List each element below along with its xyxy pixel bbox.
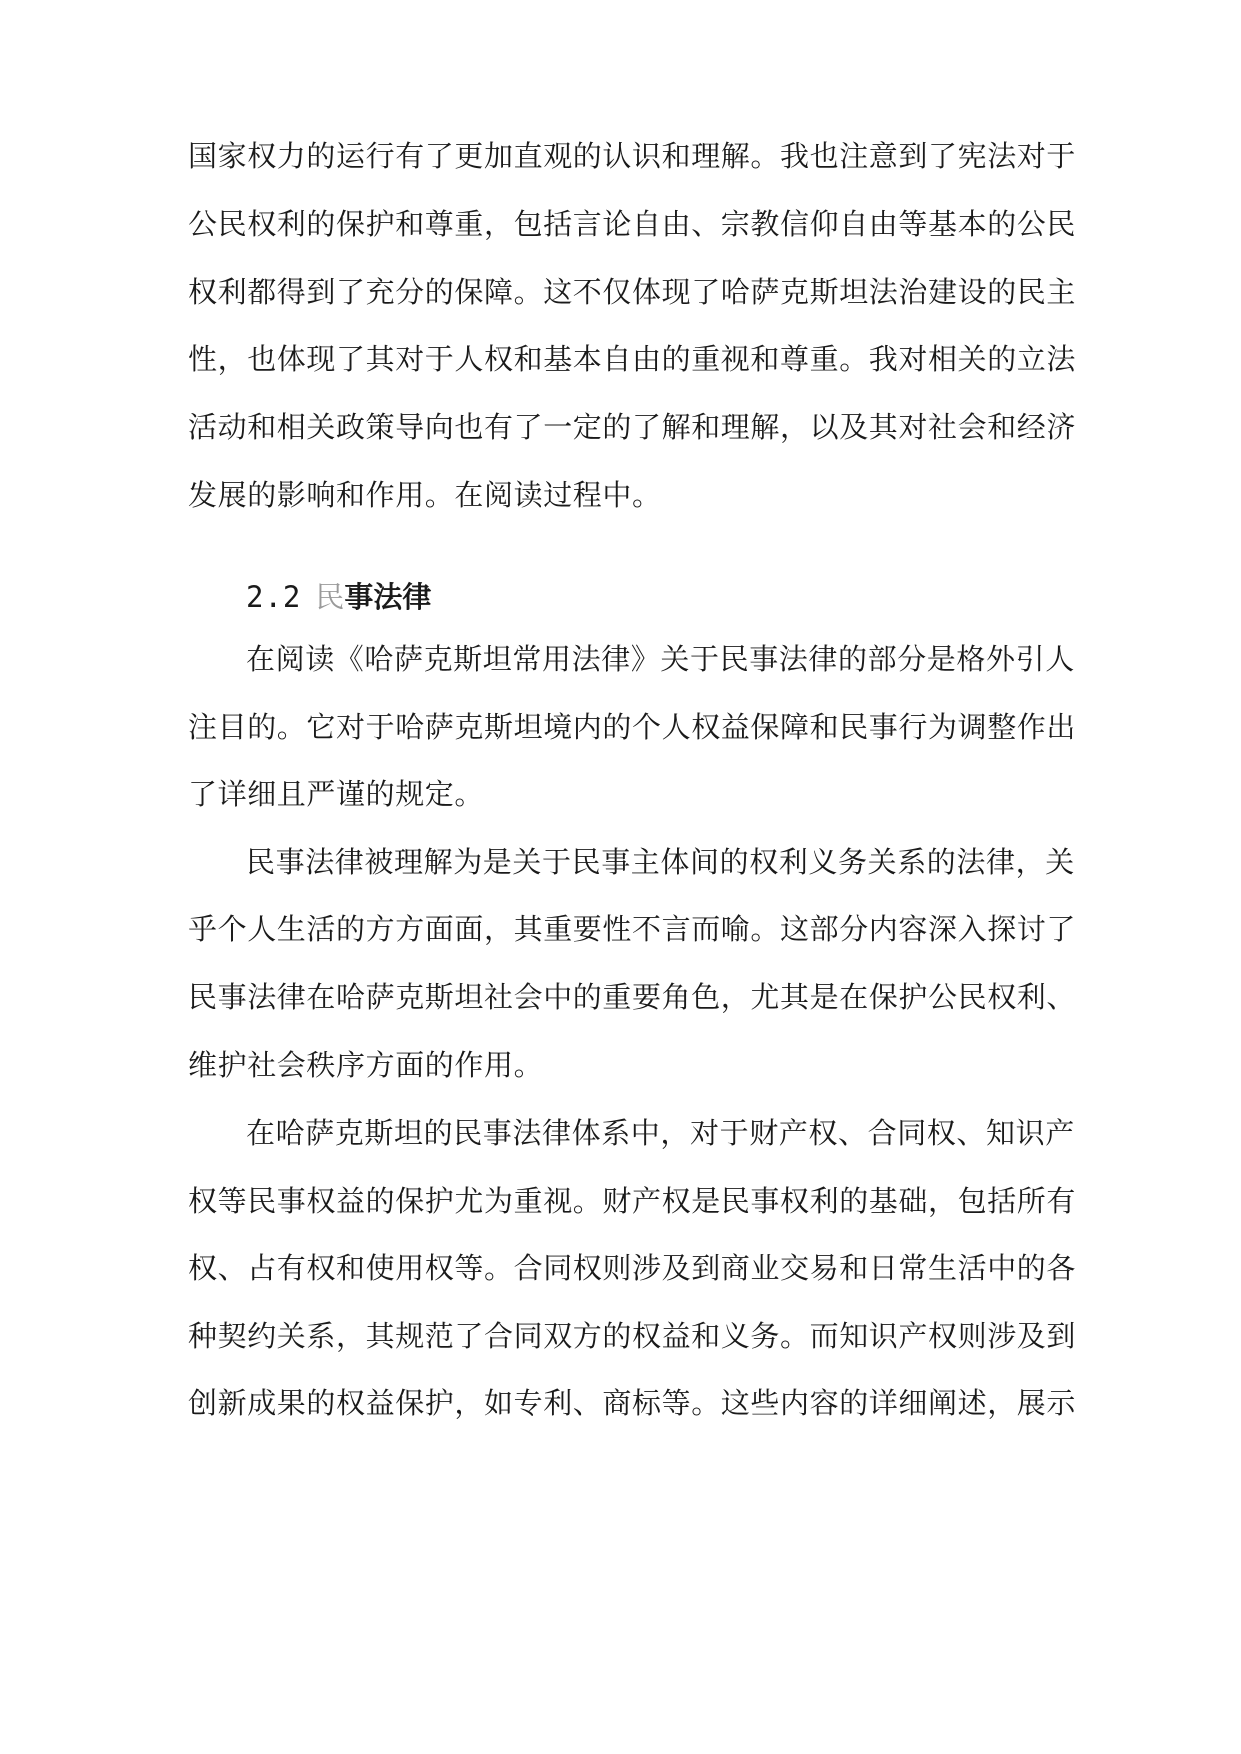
paragraph-2-line-3: 了详细且严谨的规定。 [188,777,485,811]
paragraph-1-line-2: 公民权利的保护和尊重，包括言论自由、宗教信仰自由等基本的公民 [188,207,1077,241]
paragraph-1-line-1: 国家权力的运行有了更加直观的认识和理解。我也注意到了宪法对于 [188,139,1077,173]
paragraph-3-line-1: 民事法律被理解为是关于民事主体间的权利义务关系的法律，关 [246,845,1075,879]
paragraph-2-line-1: 在阅读《哈萨克斯坦常用法律》关于民事法律的部分是格外引人 [246,642,1075,676]
paragraph-4-line-4: 种契约关系，其规范了合同双方的权益和义务。而知识产权则涉及到 [188,1319,1077,1353]
section-title-first-char: 民 [315,580,345,614]
paragraph-4-line-5: 创新成果的权益保护，如专利、商标等。这些内容的详细阐述，展示 [188,1386,1077,1420]
paragraph-4-line-1: 在哈萨克斯坦的民事法律体系中，对于财产权、合同权、知识产 [246,1116,1075,1150]
paragraph-3-line-3: 民事法律在哈萨克斯坦社会中的重要角色，尤其是在保护公民权利、 [188,980,1077,1014]
paragraph-4-line-3: 权、占有权和使用权等。合同权则涉及到商业交易和日常生活中的各 [188,1251,1077,1285]
paragraph-2-line-2: 注目的。它对于哈萨克斯坦境内的个人权益保障和民事行为调整作出 [188,710,1077,744]
section-heading [246,577,431,617]
section-number: 2.2 [246,580,302,614]
paragraph-1-line-4: 性，也体现了其对于人权和基本自由的重视和尊重。我对相关的立法 [188,342,1077,376]
section-title-rest: 事法律 [344,580,432,614]
paragraph-3-line-4: 维护社会秩序方面的作用。 [188,1048,544,1082]
paragraph-4-line-2: 权等民事权益的保护尤为重视。财产权是民事权利的基础，包括所有 [188,1184,1077,1218]
paragraph-3-line-2: 乎个人生活的方方面面，其重要性不言而喻。这部分内容深入探讨了 [188,912,1077,946]
paragraph-1-line-6: 发展的影响和作用。在阅读过程中。 [188,478,662,512]
paragraph-1-line-5: 活动和相关政策导向也有了一定的了解和理解，以及其对社会和经济 [188,410,1077,444]
paragraph-1-line-3: 权利都得到了充分的保障。这不仅体现了哈萨克斯坦法治建设的民主 [188,275,1077,309]
